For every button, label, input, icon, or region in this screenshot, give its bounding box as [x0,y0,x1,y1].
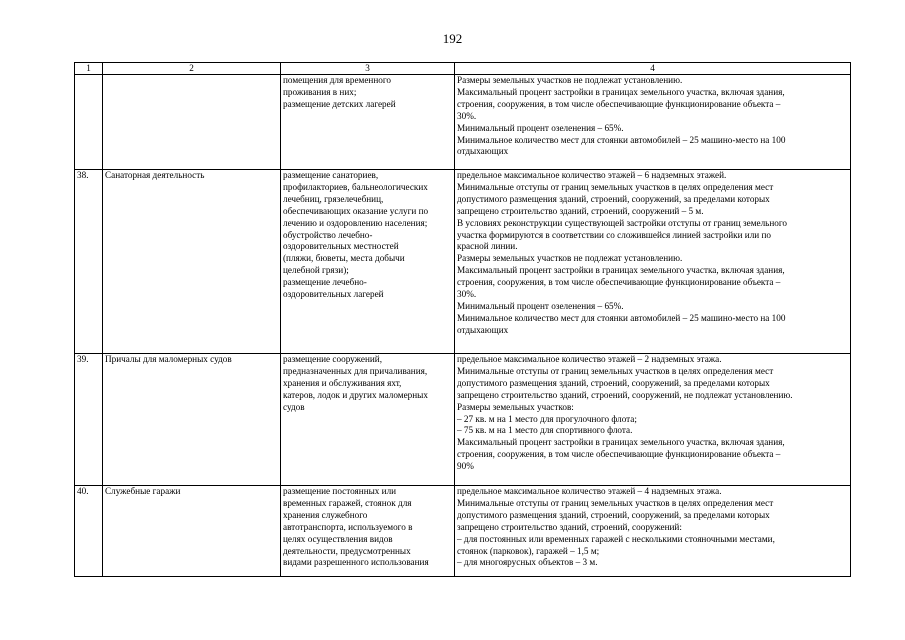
parameter-line: 90% [457,461,474,472]
parameters-cell [455,170,851,354]
header-cell-4: 4 [455,63,851,75]
description-line: предназначенных для причаливания, [283,365,428,376]
parameter-line: Максимальный процент застройки в границах земельного участка, включая здания, [457,86,785,97]
description-line: хранения и обслуживания яхт, [283,377,402,388]
description-line: профилакториев, бальнеологических [283,181,428,192]
use-type-cell [103,75,281,170]
parameter-line: строения, сооружения, в том числе обеспечивающие функционирование объекта – [457,277,781,288]
row-number-cell [75,486,103,577]
parameter-line: Размеры земельных участков не подлежат установлению. [457,253,683,264]
parameter-line: – 27 кв. м на 1 место для прогулочного флота; [457,413,637,424]
use-type-cell [103,486,281,577]
description-line: оздоровительных местностей [283,241,399,252]
parameter-line: Минимальные отступы от границ земельных участков в целях определения мест [457,497,774,508]
description-line: лечению и оздоровлению населения; [283,217,428,228]
parameter-line: участка формируются в соответствии со сложившейся линией застройки или по [457,229,772,240]
parameters-cell [455,354,851,486]
description-line: размещение детских лагерей [283,98,396,109]
description-line: хранения служебного [283,509,368,520]
parameter-line: Размеры земельных участков не подлежат установлению. [457,75,683,85]
parameter-line: предельное максимальное количество этажей – 6 надземных этажей. [457,170,727,180]
use-description-cell [281,75,455,170]
parameter-line: допустимого размещения зданий, строений, сооружений, за пределами которых [457,509,770,520]
parameter-line: Максимальный процент застройки в границах земельного участка, включая здания, [457,265,785,276]
parameter-line: отдыхающих [457,146,509,157]
use-description-cell [281,354,455,486]
header-cell-3: 3 [281,63,455,75]
parameter-line: красной линии. [457,241,518,252]
table-row [75,170,851,354]
row-number: 40. [77,486,89,496]
description-line: проживания в них; [283,86,357,97]
row-number-cell [75,75,103,170]
parameter-line: Минимальный процент озеленения – 65%. [457,300,624,311]
parameter-line: В условиях реконструкции существующей застройки отступы от границ земельного [457,217,788,228]
table-header-row [75,63,851,75]
parameter-line: предельное максимальное количество этажей – 2 надземных этажа. [457,354,722,364]
parameter-line: Минимальное количество мест для стоянки автомобилей – 25 машино-место на 100 [457,134,786,145]
description-line: судов [283,401,305,412]
parameter-line: Размеры земельных участков: [457,401,574,412]
parameter-line: допустимого размещения зданий, строений, сооружений, за пределами которых [457,193,770,204]
parameters-cell [455,75,851,170]
row-number: 39. [77,354,89,364]
description-line: помещения для временного [283,75,391,85]
table-row [75,75,851,170]
use-type-name: Санаторная деятельность [105,170,205,180]
use-type-name: Причалы для маломерных судов [105,354,232,364]
parameter-line: Минимальный процент озеленения – 65%. [457,122,624,133]
description-line: лечебниц, грязелечебниц, [283,193,384,204]
header-cell-1: 1 [75,63,103,75]
parameter-line: строения, сооружения, в том числе обеспечивающие функционирование объекта – [457,449,781,460]
description-line: целебной грязи); [283,265,349,276]
parameter-line: запрещено строительство зданий, строений, сооружений: [457,521,682,532]
parameter-line: стоянок (парковок), гаражей – 1,5 м; [457,545,600,556]
row-number-cell [75,170,103,354]
parameter-line: Максимальный процент застройки в границах земельного участка, включая здания, [457,437,785,448]
use-type-cell [103,170,281,354]
row-number: 38. [77,170,89,180]
description-line: обустройство лечебно- [283,229,373,240]
parameter-line: отдыхающих [457,324,509,335]
description-line: автотранспорта, используемого в [283,521,413,532]
parameter-line: запрещено строительство зданий, строений, сооружений, не подлежат установлению. [457,389,793,400]
description-line: размещение сооружений, [283,354,382,364]
page-number: 192 [442,31,463,46]
parameter-line: Минимальное количество мест для стоянки автомобилей – 25 машино-место на 100 [457,312,786,323]
description-line: оздоровительных лагерей [283,289,384,300]
description-line: (пляжи, бюветы, места добычи [283,253,405,264]
description-line: катеров, лодок и других маломерных [283,389,428,400]
row-number-cell [75,354,103,486]
description-line: временных гаражей, стоянок для [283,497,412,508]
table-row [75,354,851,486]
parameter-line: строения, сооружения, в том числе обеспечивающие функционирование объекта – [457,98,781,109]
description-line: обеспечивающих оказание услуги по [283,205,429,216]
parameter-line: 30%. [457,289,477,300]
parameter-line: – для постоянных или временных гаражей с несколькими стояночными местами, [457,533,775,544]
description-line: размещение постоянных или [283,486,397,496]
parameter-line: Минимальные отступы от границ земельных участков в целях определения мест [457,181,774,192]
parameter-line: – 75 кв. м на 1 место для спортивного флота. [457,425,633,436]
use-description-cell [281,170,455,354]
parameter-line: предельное максимальное количество этажей – 4 надземных этажа. [457,486,722,496]
use-description-cell [281,486,455,577]
table-row [75,486,851,577]
parameter-line: запрещено строительство зданий, строений, сооружений – 5 м. [457,205,704,216]
parameter-line: – для многоярусных объектов – 3 м. [457,557,598,568]
zoning-regulations-table [74,62,851,577]
description-line: видами разрешенного использования [283,557,429,568]
header-cell-2: 2 [103,63,281,75]
description-line: размещение лечебно- [283,277,367,288]
use-type-cell [103,354,281,486]
parameter-line: допустимого размещения зданий, строений, сооружений, за пределами которых [457,377,770,388]
parameter-line: 30%. [457,110,477,121]
use-type-name: Служебные гаражи [105,486,181,496]
description-line: размещение санаториев, [283,170,379,180]
parameter-line: Минимальные отступы от границ земельных участков в целях определения мест [457,365,774,376]
parameters-cell [455,486,851,577]
description-line: целях осуществления видов [283,533,393,544]
description-line: деятельности, предусмотренных [283,545,411,556]
